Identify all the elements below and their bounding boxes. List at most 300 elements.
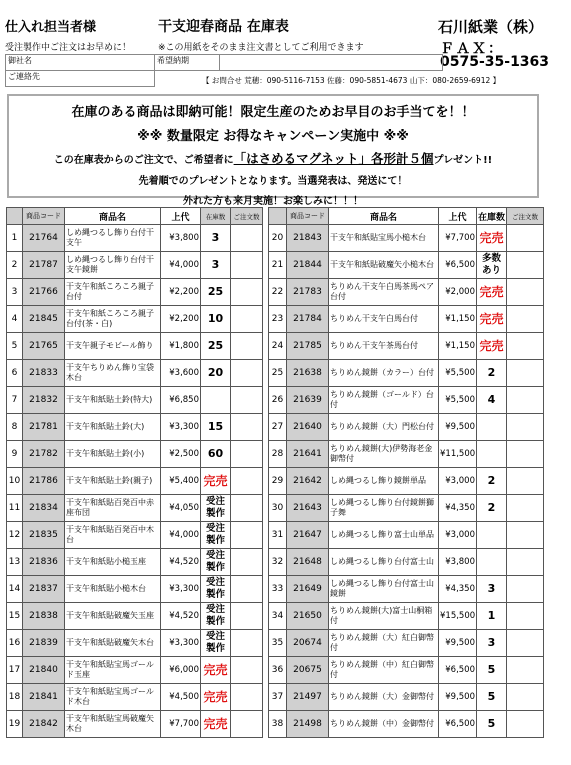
retail-price: ¥7,700 (439, 225, 477, 252)
product-code: 21641 (287, 441, 329, 468)
retail-price: ¥4,520 (161, 603, 201, 630)
table-row (269, 576, 544, 603)
retail-price: ¥3,000 (439, 522, 477, 549)
product-name: ちりめん干支午白馬茶馬ペア台付 (329, 279, 439, 306)
table-row (7, 630, 263, 657)
stock-quantity: 3 (201, 252, 231, 279)
order-quantity-field[interactable] (231, 252, 263, 279)
stock-quantity (477, 549, 507, 576)
delivery-field-label: 希望納期 (155, 55, 220, 71)
table-row (7, 252, 263, 279)
usage-note: ※この用紙をそのまま注文書としてご利用できます (158, 43, 364, 53)
retail-price: ¥4,350 (439, 576, 477, 603)
order-quantity-field[interactable] (231, 225, 263, 252)
product-name: ちりめん鏡餅（大）門松台付 (329, 414, 439, 441)
table-row (7, 549, 263, 576)
no-header (269, 208, 287, 225)
row-number: 7 (7, 387, 23, 414)
table-row (269, 522, 544, 549)
row-number: 13 (7, 549, 23, 576)
promo-line-3-post: プレゼント!! (433, 155, 493, 166)
order-quantity-field[interactable] (231, 441, 263, 468)
product-code: 21787 (23, 252, 65, 279)
product-name: 干支午和紙貼宝馬小槌木台 (329, 225, 439, 252)
product-code: 21647 (287, 522, 329, 549)
stock-quantity: 60 (201, 441, 231, 468)
product-code: 21842 (23, 711, 65, 738)
retail-price: ¥4,350 (439, 495, 477, 522)
product-name: 干支午和紙貼土鈴(特大) (65, 387, 161, 414)
order-quantity-field[interactable] (507, 684, 544, 711)
table-row (269, 360, 544, 387)
retail-price: ¥9,500 (439, 414, 477, 441)
row-number: 1 (7, 225, 23, 252)
order-quantity-field[interactable] (231, 414, 263, 441)
row-number: 4 (7, 306, 23, 333)
table-row (269, 252, 544, 279)
product-code: 21650 (287, 603, 329, 630)
product-name: 干支午和紙貼百発百中木台 (65, 522, 161, 549)
row-number: 10 (7, 468, 23, 495)
product-code: 21838 (23, 603, 65, 630)
retail-price: ¥4,050 (161, 495, 201, 522)
promo-line-1: 在庫のある商品は即納可能！限定生産のためお早目のお手当てを！！ (71, 105, 475, 120)
product-code: 21638 (287, 360, 329, 387)
product-code: 21835 (23, 522, 65, 549)
order-quantity-field[interactable] (507, 333, 544, 360)
stock-quantity: 5 (477, 657, 507, 684)
order-quantity-field[interactable] (507, 360, 544, 387)
retail-price: ¥1,150 (439, 333, 477, 360)
stock-quantity: 完売 (477, 279, 507, 306)
stock-quantity: 完売 (477, 225, 507, 252)
order-quantity-field[interactable] (231, 549, 263, 576)
stock-quantity (477, 522, 507, 549)
product-name: ちりめん鏡餅(大)富士山桐箱付 (329, 603, 439, 630)
retail-price: ¥2,200 (161, 279, 201, 306)
retail-price: ¥9,500 (439, 684, 477, 711)
row-number: 19 (7, 711, 23, 738)
product-name: ちりめん鏡餅(大)伊勢海老金御幣付 (329, 441, 439, 468)
product-name: しめ縄つるし飾り台付干支午鏡餅 (65, 252, 161, 279)
order-quantity-field[interactable] (231, 684, 263, 711)
retail-price: ¥2,000 (439, 279, 477, 306)
delivery-field[interactable] (220, 55, 443, 71)
company-field-label: 御社名 (8, 56, 32, 65)
price-header: 上代 (439, 208, 477, 225)
promo-box (7, 94, 539, 207)
table-row (7, 603, 263, 630)
product-code: 21785 (287, 333, 329, 360)
retail-price: ¥7,700 (161, 711, 201, 738)
row-number: 14 (7, 576, 23, 603)
table-row (7, 414, 263, 441)
stock-quantity: 完売 (477, 306, 507, 333)
code-header: 商品コード (287, 208, 329, 225)
product-code: 21836 (23, 549, 65, 576)
stock-quantity: 5 (477, 711, 507, 738)
product-name: ちりめん鏡餅（中）紅白御幣付 (329, 657, 439, 684)
product-name: しめ縄つるし飾り富士山単品 (329, 522, 439, 549)
row-number: 36 (269, 657, 287, 684)
inventory-table-right (268, 207, 544, 738)
order-quantity-field[interactable] (231, 711, 263, 738)
retail-price: ¥3,300 (161, 630, 201, 657)
table-row (269, 711, 544, 738)
code-header: 商品コード (23, 208, 65, 225)
table-row (7, 441, 263, 468)
stock-quantity: 1 (477, 603, 507, 630)
stock-quantity: 15 (201, 414, 231, 441)
order-note: 受注製作中ご注文はお早めに！ (5, 43, 132, 53)
name-header: 商品名 (329, 208, 439, 225)
row-number: 17 (7, 657, 23, 684)
stock-quantity: 25 (201, 333, 231, 360)
stock-quantity (477, 414, 507, 441)
table-row (269, 549, 544, 576)
order-quantity-field[interactable] (507, 414, 544, 441)
inquiry-contacts: 【 お問合せ 荒穂：090-5116-7153 佐藤：090-5851-4673 山下：080-2659-6912 】 (202, 76, 501, 85)
order-quantity-field[interactable] (231, 522, 263, 549)
row-number: 6 (7, 360, 23, 387)
row-number: 34 (269, 603, 287, 630)
table-row (7, 576, 263, 603)
product-name: ちりめん干支午白馬台付 (329, 306, 439, 333)
retail-price: ¥1,800 (161, 333, 201, 360)
product-code: 21844 (287, 252, 329, 279)
row-number: 12 (7, 522, 23, 549)
product-name: ちりめん干支午茶馬台付 (329, 333, 439, 360)
order-header: ご注文数 (507, 208, 544, 225)
no-header (7, 208, 23, 225)
stock-quantity: 完売 (201, 684, 231, 711)
retail-price: ¥6,000 (161, 657, 201, 684)
product-name: 干支午和紙貼破魔矢玉座 (65, 603, 161, 630)
product-code: 21784 (287, 306, 329, 333)
product-name: 干支午和紙ころころ親子台付 (65, 279, 161, 306)
table-row (269, 684, 544, 711)
table-row (269, 387, 544, 414)
stock-quantity: 受注製作 (201, 603, 231, 630)
product-code: 21498 (287, 711, 329, 738)
product-code: 21497 (287, 684, 329, 711)
product-code: 21643 (287, 495, 329, 522)
order-quantity-field[interactable] (507, 657, 544, 684)
row-number: 28 (269, 441, 287, 468)
order-quantity-field[interactable] (231, 576, 263, 603)
retail-price: ¥6,500 (439, 252, 477, 279)
order-header: ご注文数 (231, 208, 263, 225)
promo-line-3 (9, 149, 537, 167)
table-row (7, 522, 263, 549)
fax-number: 0575-35-1363 (440, 54, 550, 70)
product-code: 21642 (287, 468, 329, 495)
row-number: 33 (269, 576, 287, 603)
product-code: 21834 (23, 495, 65, 522)
product-name: 干支午和紙貼宝馬破魔矢木台 (65, 711, 161, 738)
row-number: 35 (269, 630, 287, 657)
product-code: 21845 (23, 306, 65, 333)
retail-price: ¥4,500 (161, 684, 201, 711)
retail-price: ¥9,500 (439, 630, 477, 657)
order-quantity-field[interactable] (507, 225, 544, 252)
row-number: 29 (269, 468, 287, 495)
table-row (7, 711, 263, 738)
stock-quantity: 25 (201, 279, 231, 306)
retail-price: ¥2,500 (161, 441, 201, 468)
retail-price: ¥11,500 (439, 441, 477, 468)
fax-label: ＦＡＸ： (440, 41, 504, 57)
retail-price: ¥3,600 (161, 360, 201, 387)
product-code: 21649 (287, 576, 329, 603)
row-number: 22 (269, 279, 287, 306)
row-number: 38 (269, 711, 287, 738)
order-quantity-field[interactable] (507, 495, 544, 522)
product-code: 21781 (23, 414, 65, 441)
row-number: 21 (269, 252, 287, 279)
retail-price: ¥6,500 (439, 657, 477, 684)
retail-price: ¥5,500 (439, 360, 477, 387)
row-number: 32 (269, 549, 287, 576)
row-number: 9 (7, 441, 23, 468)
product-name: しめ縄つるし飾り鏡餅単品 (329, 468, 439, 495)
order-quantity-field[interactable] (231, 306, 263, 333)
product-name: 干支午和紙貼宝馬ゴールド木台 (65, 684, 161, 711)
order-quantity-field[interactable] (507, 549, 544, 576)
product-name: 干支午和紙ころころ親子台付(茶・白) (65, 306, 161, 333)
stock-quantity: 4 (477, 387, 507, 414)
order-quantity-field[interactable] (507, 522, 544, 549)
product-name: 干支午ちりめん飾り宝袋木台 (65, 360, 161, 387)
row-number: 31 (269, 522, 287, 549)
order-quantity-field[interactable] (507, 387, 544, 414)
retail-price: ¥6,850 (161, 387, 201, 414)
retail-price: ¥5,400 (161, 468, 201, 495)
table-row (7, 306, 263, 333)
stock-quantity: 20 (201, 360, 231, 387)
row-number: 26 (269, 387, 287, 414)
stock-quantity: 受注製作 (201, 630, 231, 657)
table-row (7, 684, 263, 711)
order-quantity-field[interactable] (507, 603, 544, 630)
product-code: 21786 (23, 468, 65, 495)
row-number: 11 (7, 495, 23, 522)
product-name: 干支午和紙貼破魔矢小槌木台 (329, 252, 439, 279)
product-name: しめ縄つるし飾り台付干支午 (65, 225, 161, 252)
row-number: 27 (269, 414, 287, 441)
retail-price: ¥3,300 (161, 576, 201, 603)
product-code: 21765 (23, 333, 65, 360)
product-name: ちりめん鏡餅（カラー）台付 (329, 360, 439, 387)
retail-price: ¥4,520 (161, 549, 201, 576)
product-name: 干支午和紙貼土鈴(親子) (65, 468, 161, 495)
order-quantity-field[interactable] (231, 360, 263, 387)
stock-quantity: 2 (477, 360, 507, 387)
order-quantity-field[interactable] (231, 495, 263, 522)
inventory-table-left (6, 207, 263, 738)
product-code: 21639 (287, 387, 329, 414)
product-code: 21833 (23, 360, 65, 387)
order-quantity-field[interactable] (231, 279, 263, 306)
stock-quantity: 完売 (477, 333, 507, 360)
table-row (269, 603, 544, 630)
stock-quantity: 3 (201, 225, 231, 252)
company-field[interactable] (6, 55, 155, 71)
table-row (7, 333, 263, 360)
row-number: 2 (7, 252, 23, 279)
page-title: 干支迎春商品 在庫表 (158, 19, 289, 35)
retail-price: ¥1,150 (439, 306, 477, 333)
product-name: 干支午和紙貼破魔矢木台 (65, 630, 161, 657)
promo-line-3-pre: この在庫表からのご注文で、ご希望者に (53, 155, 234, 166)
order-quantity-field[interactable] (507, 279, 544, 306)
order-quantity-field[interactable] (231, 468, 263, 495)
order-quantity-field[interactable] (231, 603, 263, 630)
product-code: 21766 (23, 279, 65, 306)
product-code: 20674 (287, 630, 329, 657)
order-quantity-field[interactable] (507, 576, 544, 603)
product-name: 干支午和紙貼小槌木台 (65, 576, 161, 603)
row-number: 18 (7, 684, 23, 711)
row-number: 20 (269, 225, 287, 252)
name-header: 商品名 (65, 208, 161, 225)
product-code: 20675 (287, 657, 329, 684)
row-number: 15 (7, 603, 23, 630)
order-quantity-field[interactable] (507, 306, 544, 333)
row-number: 5 (7, 333, 23, 360)
order-quantity-field[interactable] (231, 657, 263, 684)
retail-price: ¥2,200 (161, 306, 201, 333)
product-code: 21764 (23, 225, 65, 252)
product-code: 21840 (23, 657, 65, 684)
stock-quantity: 3 (477, 630, 507, 657)
product-name: しめ縄つるし飾り台付鏡餅獅子舞 (329, 495, 439, 522)
table-row (7, 387, 263, 414)
magnet-offer: 「はさめるマグネット」各形計５個 (233, 151, 434, 166)
table-row (269, 333, 544, 360)
stock-quantity: 3 (477, 576, 507, 603)
table-row (269, 306, 544, 333)
row-number: 23 (269, 306, 287, 333)
table-row (269, 468, 544, 495)
product-code: 21839 (23, 630, 65, 657)
contact-field-label: ご連絡先 (8, 72, 40, 81)
table-row (7, 657, 263, 684)
table-row (269, 414, 544, 441)
stock-header: 在庫数 (201, 208, 231, 225)
product-name: しめ縄つるし飾り台付富士山鏡餅 (329, 576, 439, 603)
table-row (7, 279, 263, 306)
table-row (7, 495, 263, 522)
product-code: 21841 (23, 684, 65, 711)
stock-quantity: 多数あり (477, 252, 507, 279)
product-name: ちりめん鏡餅（大）紅白御幣付 (329, 630, 439, 657)
order-quantity-field[interactable] (507, 630, 544, 657)
product-name: ちりめん鏡餅（ゴールド）台付 (329, 387, 439, 414)
table-row (269, 630, 544, 657)
row-number: 16 (7, 630, 23, 657)
product-code: 21783 (287, 279, 329, 306)
order-quantity-field[interactable] (507, 468, 544, 495)
promo-line-4: 先着順でのプレゼントとなります。当選発表は、発送にて！ (138, 176, 408, 187)
table-row (269, 441, 544, 468)
stock-quantity: 2 (477, 468, 507, 495)
product-name: 干支午和紙貼土鈴(小) (65, 441, 161, 468)
stock-quantity: 受注製作 (201, 576, 231, 603)
product-name: しめ縄つるし飾り台付富士山 (329, 549, 439, 576)
product-code: 21782 (23, 441, 65, 468)
retail-price: ¥15,500 (439, 603, 477, 630)
order-quantity-field[interactable] (231, 333, 263, 360)
row-number: 8 (7, 414, 23, 441)
product-name: 干支午和紙貼小槌玉座 (65, 549, 161, 576)
stock-quantity: 受注製作 (201, 522, 231, 549)
order-quantity-field[interactable] (231, 630, 263, 657)
product-code: 21832 (23, 387, 65, 414)
table-row (7, 360, 263, 387)
table-row (269, 657, 544, 684)
stock-quantity: 受注製作 (201, 549, 231, 576)
retail-price: ¥3,300 (161, 414, 201, 441)
recipient-label: 仕入れ担当者様 (5, 20, 97, 35)
stock-header: 在庫数 (477, 208, 507, 225)
product-name: ちりめん鏡餅（中）金御幣付 (329, 711, 439, 738)
product-name: 干支午和紙貼百発百中赤座布団 (65, 495, 161, 522)
stock-quantity: 完売 (201, 468, 231, 495)
retail-price: ¥5,500 (439, 387, 477, 414)
product-name: 干支午和紙貼宝馬ゴールド玉座 (65, 657, 161, 684)
row-number: 3 (7, 279, 23, 306)
table-row (7, 468, 263, 495)
order-quantity-field[interactable] (507, 252, 544, 279)
product-name: 干支午親子モビール飾り (65, 333, 161, 360)
stock-quantity: 10 (201, 306, 231, 333)
row-number: 30 (269, 495, 287, 522)
stock-quantity (201, 387, 231, 414)
order-quantity-field[interactable] (507, 711, 544, 738)
order-quantity-field[interactable] (231, 387, 263, 414)
stock-quantity: 完売 (201, 711, 231, 738)
stock-quantity (477, 441, 507, 468)
table-row (269, 495, 544, 522)
product-code: 21648 (287, 549, 329, 576)
promo-line-5: 外れた方も来月実施！お楽しみに！！！ (183, 196, 363, 207)
retail-price: ¥3,000 (439, 468, 477, 495)
product-code: 21837 (23, 576, 65, 603)
table-row (269, 279, 544, 306)
product-code: 21640 (287, 414, 329, 441)
table-row (269, 225, 544, 252)
company-name: 石川紙業（株） (438, 18, 544, 36)
row-number: 24 (269, 333, 287, 360)
product-code: 21843 (287, 225, 329, 252)
retail-price: ¥4,000 (161, 252, 201, 279)
retail-price: ¥6,500 (439, 711, 477, 738)
stock-quantity: 完売 (201, 657, 231, 684)
retail-price: ¥3,800 (439, 549, 477, 576)
product-name: 干支午和紙貼土鈴(大) (65, 414, 161, 441)
price-header: 上代 (161, 208, 201, 225)
row-number: 25 (269, 360, 287, 387)
stock-quantity: 5 (477, 684, 507, 711)
row-number: 37 (269, 684, 287, 711)
order-quantity-field[interactable] (507, 441, 544, 468)
product-name: ちりめん鏡餅（大）金御幣付 (329, 684, 439, 711)
table-row (7, 225, 263, 252)
stock-quantity: 2 (477, 495, 507, 522)
retail-price: ¥3,800 (161, 225, 201, 252)
contact-field[interactable] (6, 71, 155, 87)
